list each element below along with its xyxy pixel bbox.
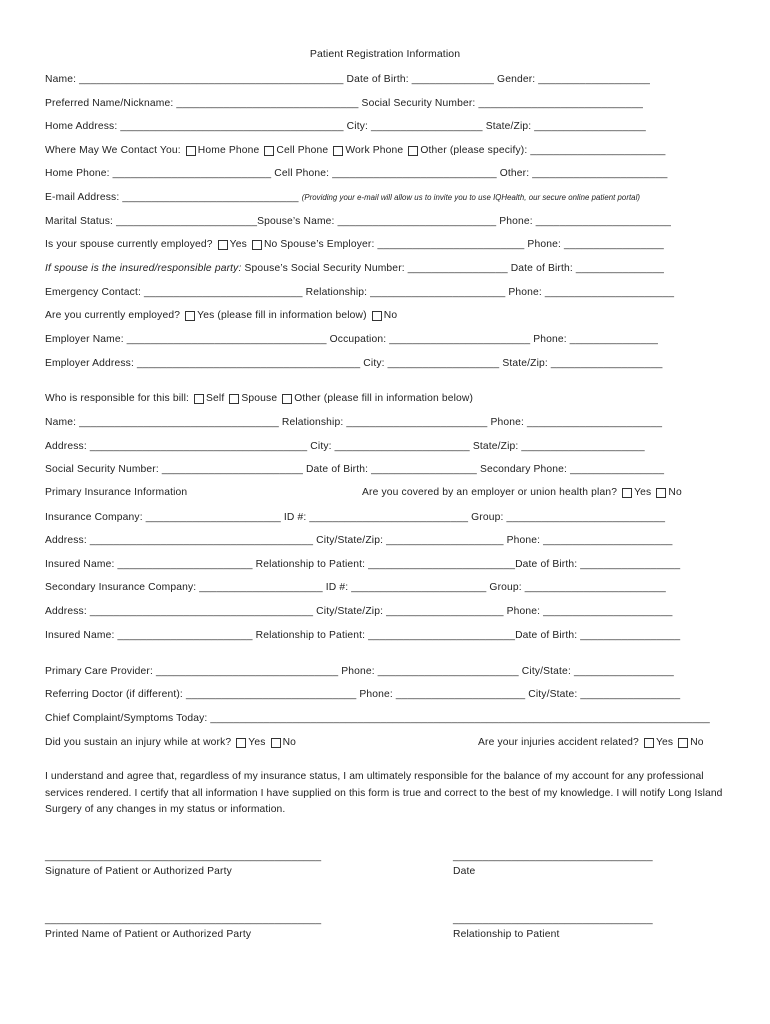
spouse-employed-no-label: No Spouse’s Employer: _________________________ Phone: _________________ xyxy=(263,239,664,250)
health-plan-row xyxy=(362,486,682,499)
referring-doctor-row: Referring Doctor (if different): _____________________________ Phone: ______________________ City/State: _________________ xyxy=(45,689,681,700)
cell-phone-label: Cell Phone xyxy=(276,145,329,156)
responsible-other-checkbox[interactable] xyxy=(282,394,292,404)
employed-yes-checkbox[interactable] xyxy=(185,311,195,321)
email-label: E-mail Address: ______________________________ xyxy=(45,192,299,203)
health-plan-no-checkbox[interactable] xyxy=(656,488,666,498)
work-injury-row xyxy=(45,736,296,749)
accident-yes-checkbox[interactable] xyxy=(644,738,654,748)
work-injury-yes-label: Yes xyxy=(248,737,266,748)
work-injury-yes-checkbox[interactable] xyxy=(236,738,246,748)
accident-row xyxy=(478,736,704,749)
responsible-ssn-row: Social Security Number: ________________________ Date of Birth: __________________ Secondary Phone: ________________ xyxy=(45,464,665,475)
signature-line[interactable]: _______________________________________________ xyxy=(45,851,322,862)
work-phone-label: Work Phone xyxy=(345,145,404,156)
preferred-name-row: Preferred Name/Nickname: _______________________________ Social Security Number: ____________________________ xyxy=(45,98,643,109)
responsible-spouse-checkbox[interactable] xyxy=(229,394,239,404)
accident-no-label: No xyxy=(690,737,704,748)
currently-employed-row xyxy=(45,309,397,322)
accident-no-checkbox[interactable] xyxy=(678,738,688,748)
email-note: (Providing your e-mail will allow us to invite you to use IQHealth, our secure online patient portal) xyxy=(301,193,640,202)
spouse-employed-yes-label: Yes xyxy=(229,239,247,250)
home-phone-label: Home Phone xyxy=(197,145,260,156)
contact-prefix: Where May We Contact You: xyxy=(45,145,181,156)
work-injury-question: Did you sustain an injury while at work? xyxy=(45,737,232,748)
home-phone-checkbox[interactable] xyxy=(186,146,196,156)
home-address-row: Home Address: ______________________________________ City: ___________________ State/Zip: ___________________ xyxy=(45,121,646,132)
health-plan-question: Are you covered by an employer or union health plan? xyxy=(362,487,618,498)
spouse-insured-row xyxy=(45,262,664,275)
responsible-other-label: Other (please fill in information below) xyxy=(294,393,474,404)
primary-care-row: Primary Care Provider: _______________________________ Phone: ________________________ City/State: _________________ xyxy=(45,666,674,677)
health-plan-yes-checkbox[interactable] xyxy=(622,488,632,498)
accident-question: Are your injuries accident related? xyxy=(478,737,639,748)
contact-method-row xyxy=(45,144,666,157)
date-line[interactable]: __________________________________ xyxy=(453,851,653,862)
spouse-employed-no-checkbox[interactable] xyxy=(252,240,262,250)
secondary-insurance-row: Secondary Insurance Company: _____________________ ID #: _______________________ Group: ________________________ xyxy=(45,582,666,593)
employed-no-checkbox[interactable] xyxy=(372,311,382,321)
home-phone-row: Home Phone: ___________________________ Cell Phone: ____________________________ Other: _______________________ xyxy=(45,168,668,179)
responsible-party-row xyxy=(45,392,473,405)
spouse-insured-note: If spouse is the insured/responsible party: xyxy=(45,263,242,274)
spouse-employed-row xyxy=(45,238,664,251)
name-row: Name: _____________________________________________ Date of Birth: ______________ Gender: ___________________ xyxy=(45,74,650,85)
work-injury-no-checkbox[interactable] xyxy=(271,738,281,748)
employer-address-row: Employer Address: ______________________________________ City: ___________________ State/Zip: ___________________ xyxy=(45,358,663,369)
secondary-address-row: Address: ______________________________________ City/State/Zip: ____________________ Phone: ______________________ xyxy=(45,606,673,617)
health-plan-yes-label: Yes xyxy=(634,487,652,498)
marital-status-row: Marital Status: ________________________Spouse’s Name: ___________________________ Phone: _______________________ xyxy=(45,216,671,227)
spouse-employed-question: Is your spouse currently employed? xyxy=(45,239,213,250)
email-row xyxy=(45,191,640,204)
secondary-insured-name-row: Insured Name: _______________________ Relationship to Patient: _________________________Date of Birth: _________________ xyxy=(45,630,681,641)
relationship-line[interactable]: __________________________________ xyxy=(453,914,653,925)
responsible-question: Who is responsible for this bill: xyxy=(45,393,190,404)
employed-yes-label: Yes (please fill in information below) xyxy=(197,310,367,321)
spouse-employed-yes-checkbox[interactable] xyxy=(218,240,228,250)
spouse-ssn-label: Spouse’s Social Security Number: _________________ Date of Birth: _______________ xyxy=(244,263,665,274)
signature-label: Signature of Patient or Authorized Party xyxy=(45,866,232,877)
health-plan-no-label: No xyxy=(668,487,682,498)
insurance-address-row: Address: ______________________________________ City/State/Zip: ____________________ Phone: ______________________ xyxy=(45,535,673,546)
insurance-company-row: Insurance Company: _______________________ ID #: ___________________________ Group: ___________________________ xyxy=(45,512,666,523)
responsible-name-row: Name: __________________________________ Relationship: ________________________ Phone: _______________________ xyxy=(45,417,663,428)
responsible-spouse-label: Spouse xyxy=(241,393,278,404)
other-contact-checkbox[interactable] xyxy=(408,146,418,156)
work-injury-no-label: No xyxy=(282,737,297,748)
work-phone-checkbox[interactable] xyxy=(333,146,343,156)
primary-insurance-heading: Primary Insurance Information xyxy=(45,487,188,498)
employed-no-label: No xyxy=(383,310,398,321)
date-label: Date xyxy=(453,866,476,877)
printed-name-line[interactable]: _______________________________________________ xyxy=(45,914,322,925)
emergency-contact-row: Emergency Contact: ___________________________ Relationship: _______________________ Phone: ______________________ xyxy=(45,287,675,298)
insured-name-row: Insured Name: _______________________ Relationship to Patient: _________________________Date of Birth: _________________ xyxy=(45,559,681,570)
printed-name-label: Printed Name of Patient or Authorized Party xyxy=(45,929,252,940)
currently-employed-question: Are you currently employed? xyxy=(45,310,181,321)
chief-complaint-row: Chief Complaint/Symptoms Today: _____________________________________________________________________________________ xyxy=(45,713,710,724)
other-contact-label: Other (please specify): _______________________ xyxy=(420,145,666,156)
form-title: Patient Registration Information xyxy=(309,48,461,60)
accident-yes-label: Yes xyxy=(655,737,674,748)
responsible-address-row: Address: _____________________________________ City: _______________________ State/Zip: _____________________ xyxy=(45,441,645,452)
agreement-paragraph: I understand and agree that, regardless of my insurance status, I am ultimately responsible for the balance of my account for any professional services rendered. I certify that all information I have supplied on this form is true and correct to the best of my knowledge. I will notify Long Island Surgery of any changes in my status or information. xyxy=(45,771,723,815)
cell-phone-checkbox[interactable] xyxy=(264,146,274,156)
responsible-self-checkbox[interactable] xyxy=(194,394,204,404)
relationship-label: Relationship to Patient xyxy=(453,929,560,940)
employer-name-row: Employer Name: __________________________________ Occupation: ________________________ Phone: _______________ xyxy=(45,334,658,345)
responsible-self-label: Self xyxy=(206,393,225,404)
